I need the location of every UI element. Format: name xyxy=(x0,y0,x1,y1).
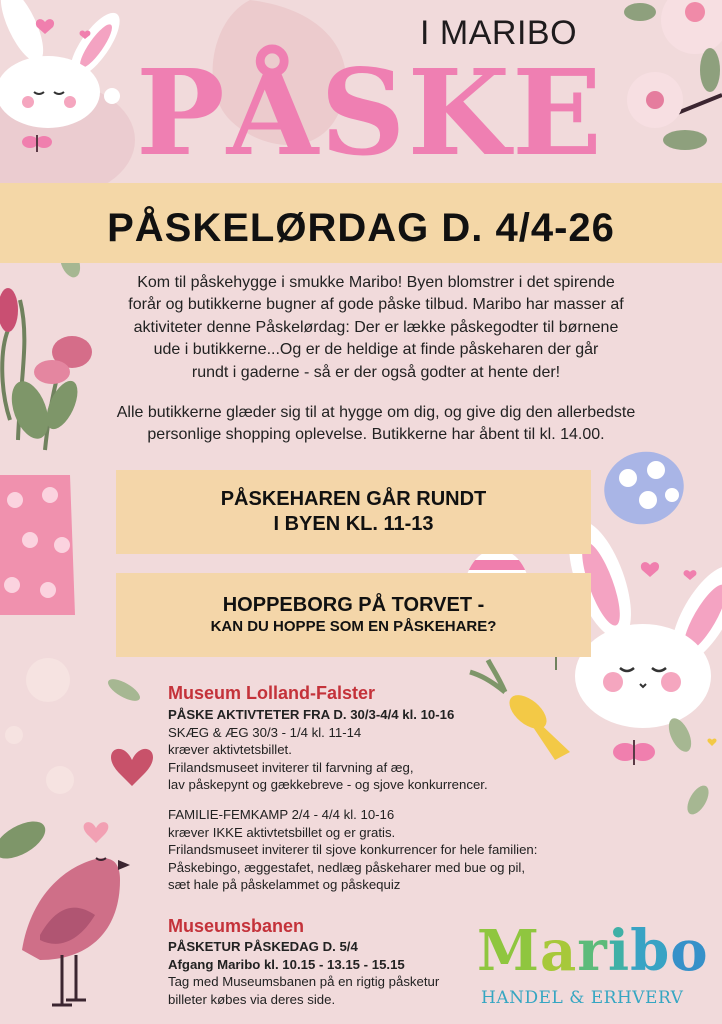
logo-letter: a xyxy=(540,918,578,984)
logo-tagline: HANDEL & ERHVERV xyxy=(481,988,684,1008)
logo-letter: o xyxy=(670,918,709,984)
bird-icon xyxy=(0,749,153,1005)
museum-activities-block xyxy=(168,706,488,794)
page-title: PÅSKE xyxy=(136,43,604,182)
highlight-line: KAN DU HOPPE SOM EN PÅSKEHARE? xyxy=(210,618,497,635)
text-line: Frilandsmuseet inviterer til sjove konkurrencer for hele familien: xyxy=(168,842,538,858)
leaf-icon xyxy=(105,675,143,705)
logo-letter: M xyxy=(477,918,540,984)
flowers-top-right-icon xyxy=(624,0,722,150)
egg-blue-icon xyxy=(596,443,692,533)
intro-paragraph xyxy=(96,272,656,384)
heart-icon xyxy=(707,739,716,746)
butterfly-icon xyxy=(613,740,655,765)
text-line: rundt i gaderne - så er der også godter at hente der! xyxy=(191,363,561,381)
text-line: lav påskepynt og gækkebreve - og sjove konkurrencer. xyxy=(168,777,488,793)
museumsbanen-heading: Museumsbanen xyxy=(168,916,305,936)
text-line: Påskebingo, æggestafet, nedlæg påskeharer med bue og pil, xyxy=(168,859,526,875)
text-line: FAMILIE-FEMKAMP 2/4 - 4/4 kl. 10-16 xyxy=(168,807,395,822)
text-line: Afgang Maribo kl. 10.15 - 13.15 - 15.15 xyxy=(168,956,405,972)
opening-hours-paragraph xyxy=(91,402,661,447)
text-line: SKÆG & ÆG 30/3 - 1/4 kl. 11-14 xyxy=(168,724,362,740)
museumsbanen-block xyxy=(168,938,439,1008)
dot-shape xyxy=(46,766,74,794)
subtitle-location: I MARIBO xyxy=(420,14,578,52)
text-line: Alle butikkerne glæder sig til at hygge om dig, og give dig den allerbedste xyxy=(116,404,636,421)
text-line: forår og butikkerne bugner af gode påske tilbud. Maribo har masser af xyxy=(128,296,624,314)
heart-icon xyxy=(684,570,697,580)
museum-heading: Museum Lolland-Falster xyxy=(168,683,376,703)
text-line: kræver aktivtetsbillet. xyxy=(168,742,292,758)
bouncy-castle-highlight xyxy=(116,573,591,657)
highlight-line: I BYEN KL. 11-13 xyxy=(273,513,434,535)
text-line: kræver IKKE aktivtetsbillet og er gratis. xyxy=(168,824,396,840)
text-line: Frilandsmuseet inviterer til farvning af æg, xyxy=(168,759,414,775)
easter-bunny-highlight xyxy=(116,470,591,554)
text-line: PÅSKE AKTIVTETER FRA D. 30/3-4/4 kl. 10-16 xyxy=(168,707,455,722)
text-line: aktiviteter denne Påskelørdag: Der er lække påskegodter til børnene xyxy=(133,318,619,336)
text-line: billeter købes via deres side. xyxy=(168,991,336,1007)
logo-letter: r xyxy=(577,918,608,984)
text-line: personlige shopping oplevelse. Butikkerne har åbent til kl. 14.00. xyxy=(147,426,605,444)
flower-pot-icon xyxy=(0,288,92,615)
heart-icon xyxy=(641,562,659,577)
maribo-logo xyxy=(477,918,709,984)
dot-shape xyxy=(5,726,23,744)
date-banner: PÅSKELØRDAG D. 4/4-26 xyxy=(107,206,615,250)
text-line: ude i butikkerne...Og er de heldige at finde påskeharen der går xyxy=(153,341,599,359)
text-line: PÅSKETUR PÅSKEDAG D. 5/4 xyxy=(168,939,358,954)
dot-shape xyxy=(26,658,70,702)
text-line: Kom til påskehygge i smukke Maribo! Byen blomstrer i det spirende xyxy=(137,274,615,291)
logo-letter: b xyxy=(630,918,671,984)
text-line: sæt hale på påskelammet og påskequiz xyxy=(168,877,401,893)
text-line: Tag med Museumsbanen på en rigtig påsketur xyxy=(168,974,440,990)
highlight-line: PÅSKEHAREN GÅR RUNDT xyxy=(220,488,487,510)
logo-letter: i xyxy=(607,918,631,984)
museum-family-block xyxy=(168,806,537,894)
highlight-line: HOPPEBORG PÅ TORVET - xyxy=(222,594,485,616)
leaf-icon xyxy=(683,782,713,818)
